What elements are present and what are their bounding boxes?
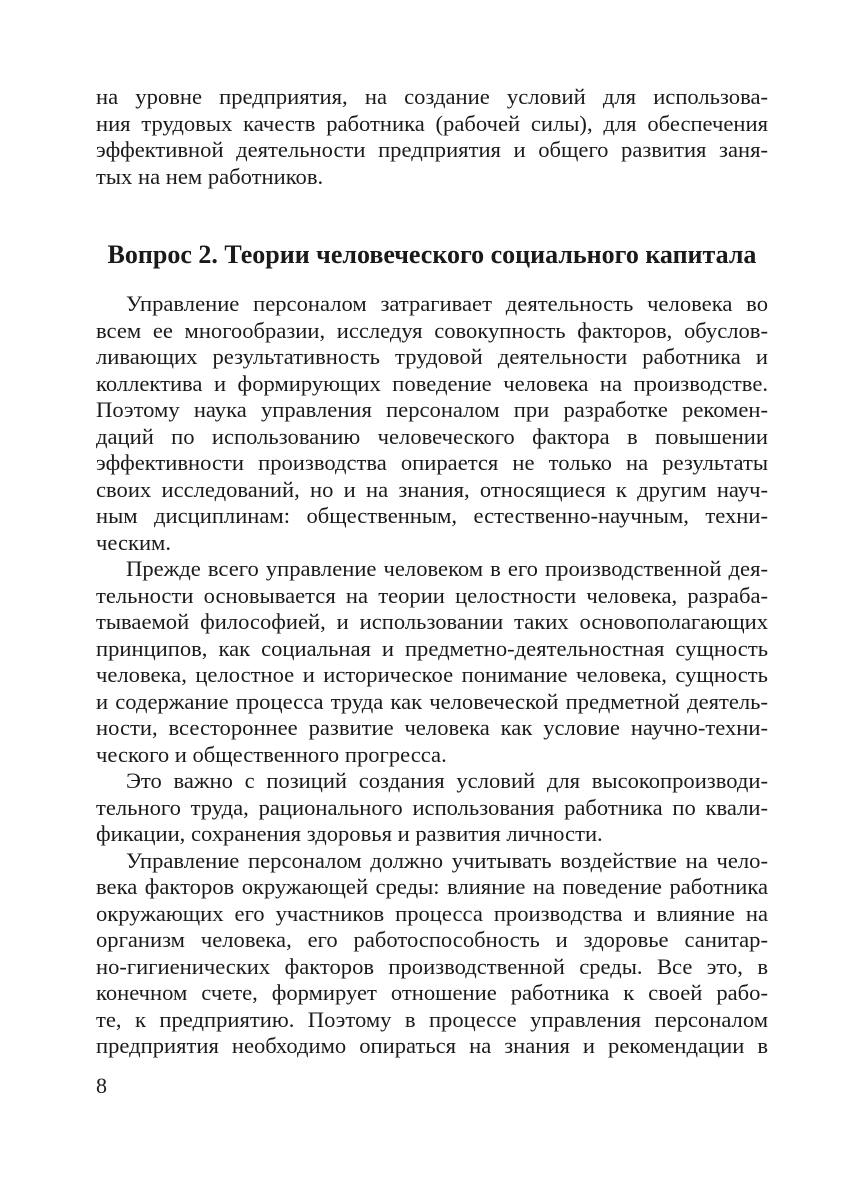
page-number: 8 (96, 1073, 107, 1098)
text-line: тельного труда, рационального использования работника по квали- (96, 794, 768, 820)
text-line: человека, целостное и историческое понимание человека, сущность (96, 662, 768, 687)
text-line: ным дисциплинам: общественным, естественно-научным, техни- (96, 503, 768, 528)
text-line: ческого и общественного прогресса. (96, 741, 447, 767)
text-line: и содержание процесса труда как человеческой предметной деятель- (96, 688, 768, 714)
text-line: века факторов окружающей среды: влияние на поведение работника (96, 874, 768, 899)
intro-paragraph (96, 84, 768, 190)
text-line: эффективности производства опирается не только на результаты (96, 450, 768, 475)
text-line: те, к предприятию. Поэтому в процессе управления персоналом (96, 1006, 768, 1032)
text-line: фикации, сохранения здоровья и развития личности. (96, 821, 603, 846)
text-line: даций по использованию человеческого фактора в повышении (96, 423, 768, 449)
text-line: Управление персоналом затрагивает деятельность человека во (126, 291, 768, 316)
text-line: тельности основывается на теории целостности человека, разраба- (96, 582, 768, 608)
text-line: ливающих результативность трудовой деятельности работника и (96, 344, 768, 369)
text-line: Прежде всего управление человеком в его производственной дея- (126, 556, 768, 581)
text-line: на уровне предприятия, на создание условий для использова- (96, 84, 768, 109)
text-line: ческим. (96, 529, 171, 555)
text-line: тых на нем работников. (96, 163, 324, 189)
text-line: Поэтому наука управления персоналом при разработке рекомен- (96, 397, 768, 422)
paragraph (96, 768, 768, 848)
text-line: принципов, как социальная и предметно-деятельностная сущность (96, 635, 768, 661)
section-heading: Вопрос 2. Теории человеческого социального капитала (107, 240, 757, 269)
text-line: ности, всестороннее развитие человека как условие научно-техни- (96, 715, 768, 740)
text-line: окружающих его участников процесса производства и влияние на (96, 900, 768, 926)
text-line: коллектива и формирующих поведение человека на производстве. (96, 370, 768, 396)
text-line: Управление персоналом должно учитывать воздействие на чело- (126, 847, 768, 873)
body-text (96, 291, 768, 1060)
text-line: всем ее многообразии, исследуя совокупность факторов, обуслов- (96, 317, 768, 343)
text-line: но-гигиенических факторов производственной среды. Все это, в (96, 953, 768, 979)
text-line: тываемой философией, и использовании таких основополагающих (96, 609, 768, 634)
text-line: ния трудовых качеств работника (рабочей силы), для обеспечения (96, 110, 768, 136)
paragraph (96, 848, 768, 1060)
paragraph (96, 291, 768, 556)
text-line: эффективной деятельности предприятия и общего развития заня- (96, 137, 768, 162)
text-line: организм человека, его работоспособность и здоровье санитар- (96, 927, 768, 952)
text-line: предприятия необходимо опираться на знания и рекомендации в (96, 1033, 768, 1058)
paragraph (96, 556, 768, 768)
text-line: Это важно с позиций создания условий для высокопроизводи- (126, 768, 768, 793)
text-line: своих исследований, но и на знания, относящиеся к другим науч- (96, 476, 768, 502)
text-line: конечном счете, формирует отношение работника к своей рабо- (96, 980, 768, 1005)
